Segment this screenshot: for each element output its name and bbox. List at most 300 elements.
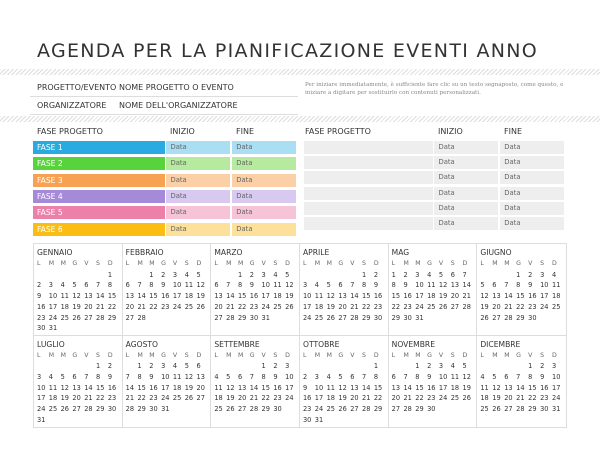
day-cell: 26 (480, 313, 489, 322)
hatch-divider-mid (0, 116, 600, 122)
day-cell: 6 (72, 372, 77, 381)
day-cell: 25 (48, 405, 58, 414)
day-cell: 26 (226, 405, 235, 414)
phase-end-date[interactable]: Data (500, 187, 564, 200)
weekday-label: M (504, 260, 510, 267)
day-cell: 12 (196, 281, 205, 290)
day-cell: 26 (285, 302, 294, 311)
day-cell: 11 (480, 383, 489, 392)
day-cell: 16 (161, 292, 170, 301)
day-cell: 6 (196, 362, 201, 371)
weekday-label: G (338, 351, 344, 359)
phase-end-date[interactable]: Data (232, 174, 296, 187)
phase-name-empty[interactable] (304, 202, 433, 215)
day-cell: 27 (338, 313, 347, 322)
day-cell: 11 (450, 372, 460, 381)
phase-end-date[interactable]: Data (500, 156, 564, 169)
day-cell: 2 (149, 362, 154, 371)
phase-name-empty[interactable] (304, 187, 433, 200)
day-cell: 23 (528, 302, 537, 311)
day-cell: 17 (261, 292, 270, 301)
day-cell: 19 (72, 302, 81, 311)
organizer-value[interactable]: NOME DELL'ORGANIZZATORE (119, 101, 238, 110)
day-cell: 27 (237, 405, 247, 414)
empty-day (492, 270, 504, 281)
day-cell: 8 (261, 372, 266, 381)
phase-start-date[interactable]: Data (166, 223, 230, 236)
day-cell: 9 (540, 372, 545, 381)
day-cell: 4 (480, 372, 485, 381)
day-cell: 1 (96, 362, 101, 371)
organizer-row (30, 97, 298, 115)
day-cell: 27 (391, 405, 401, 414)
day-cell: 26 (492, 405, 501, 414)
empty-day (226, 361, 238, 372)
day-cell: 13 (350, 383, 359, 392)
day-cell: 19 (226, 394, 235, 403)
day-cell: 23 (373, 302, 383, 311)
day-cell: 28 (226, 313, 235, 322)
day-cell: 29 (137, 405, 146, 414)
weekday-label: V (350, 351, 355, 359)
day-cell: 24 (552, 394, 561, 403)
day-cell: 8 (373, 372, 379, 381)
day-cell: 10 (314, 383, 324, 392)
weekday-label: D (552, 351, 557, 359)
day-cell: 30 (528, 313, 537, 322)
month-block (34, 336, 123, 428)
day-cell: 26 (60, 405, 69, 414)
day-cell: 6 (350, 372, 355, 381)
phase-start-date[interactable]: Data (434, 141, 498, 154)
day-cell: 13 (504, 383, 513, 392)
weekday-label: G (161, 260, 166, 267)
day-cell: 23 (37, 313, 46, 322)
phase-start-date[interactable]: Data (434, 187, 498, 200)
day-cell: 8 (137, 372, 142, 381)
day-cell: 3 (314, 372, 319, 381)
day-cell: 4 (48, 372, 53, 381)
month-days-grid (480, 351, 564, 415)
day-cell: 28 (137, 313, 146, 322)
weekday-label: S (273, 351, 278, 359)
empty-day (96, 270, 108, 281)
day-cell: 18 (450, 383, 460, 392)
phase-name[interactable]: FASE 3 (33, 174, 165, 187)
day-cell: 23 (107, 394, 117, 403)
empty-day (84, 270, 96, 281)
day-cell: 22 (137, 394, 146, 403)
day-cell: 25 (427, 302, 436, 311)
phase-row (33, 174, 298, 187)
day-cell: 29 (237, 313, 247, 322)
empty-day (72, 270, 84, 281)
phase-end-date[interactable]: Data (500, 171, 564, 184)
day-cell: 30 (273, 405, 282, 414)
weekday-label: L (214, 260, 218, 267)
day-cell: 8 (516, 281, 521, 290)
day-cell: 24 (285, 394, 294, 403)
day-cell: 11 (427, 281, 436, 290)
hatch-divider-top (0, 69, 600, 75)
day-cell: 31 (261, 313, 270, 322)
phase-start-date[interactable]: Data (166, 190, 230, 203)
phase-name-empty[interactable] (304, 171, 433, 184)
day-cell: 23 (161, 302, 170, 311)
day-cell: 20 (237, 394, 247, 403)
day-cell: 29 (107, 313, 117, 322)
day-cell: 7 (137, 281, 142, 290)
day-cell: 2 (427, 362, 432, 371)
day-cell: 27 (196, 394, 205, 403)
day-cell: 13 (492, 292, 501, 301)
day-cell: 26 (438, 302, 448, 311)
day-cell: 19 (196, 292, 205, 301)
phase-header-left: FASE PROGETTO (37, 127, 103, 136)
day-cell: 3 (415, 270, 420, 279)
phase-name-empty[interactable] (304, 217, 433, 230)
phase-start-date[interactable]: Data (434, 171, 498, 184)
day-cell: 13 (391, 383, 401, 392)
phase-name[interactable]: FASE 6 (33, 223, 165, 236)
month-days-grid (392, 259, 475, 323)
day-cell: 10 (172, 281, 182, 290)
day-cell: 20 (214, 302, 223, 311)
weekday-label: S (450, 260, 455, 267)
day-cell: 7 (84, 372, 89, 381)
phase-name-empty[interactable] (304, 141, 433, 154)
day-cell: 21 (226, 302, 235, 311)
day-cell: 12 (462, 372, 471, 381)
empty-day (504, 270, 516, 281)
day-cell: 23 (540, 394, 549, 403)
month-days-grid (214, 351, 297, 415)
phase-row (33, 223, 298, 236)
weekday-label: D (107, 351, 113, 359)
weekday-label: D (462, 260, 468, 267)
day-cell: 26 (462, 394, 471, 403)
empty-day (250, 361, 262, 372)
day-cell: 28 (125, 405, 135, 414)
day-cell: 30 (302, 415, 312, 424)
day-cell: 15 (137, 383, 146, 392)
month-block (300, 336, 389, 428)
day-cell: 5 (184, 362, 189, 371)
day-cell: 10 (415, 281, 424, 290)
day-cell: 4 (214, 372, 219, 381)
day-cell: 1 (137, 362, 142, 371)
day-cell: 17 (314, 394, 324, 403)
weekday-label: G (161, 351, 166, 359)
day-cell: 28 (350, 313, 359, 322)
weekday-label: S (540, 260, 545, 267)
weekday-label: M (326, 260, 332, 267)
day-cell: 10 (552, 372, 561, 381)
month-block (300, 244, 389, 336)
day-cell: 17 (37, 394, 46, 403)
phase-end-date[interactable]: Data (232, 141, 296, 154)
day-cell: 14 (249, 383, 259, 392)
day-cell: 21 (362, 394, 371, 403)
phase-end-date[interactable]: Data (232, 190, 296, 203)
weekday-label: G (427, 260, 432, 267)
weekday-label: M (48, 260, 55, 267)
weekday-label: M (415, 351, 421, 359)
day-cell: 3 (172, 270, 178, 279)
day-cell: 2 (107, 362, 113, 371)
weekday-label: M (237, 260, 244, 267)
day-cell: 1 (516, 270, 521, 279)
day-cell: 22 (373, 394, 383, 403)
day-cell: 25 (273, 302, 282, 311)
phase-row-right (304, 141, 566, 154)
empty-day (338, 270, 350, 281)
day-cell: 18 (326, 394, 335, 403)
weekday-label: G (338, 260, 344, 267)
weekday-label: V (84, 351, 89, 359)
day-cell: 6 (84, 281, 89, 290)
day-cell: 23 (427, 394, 436, 403)
day-cell: 20 (492, 302, 501, 311)
day-cell: 7 (403, 372, 408, 381)
day-cell: 23 (302, 405, 312, 414)
day-cell: 14 (96, 292, 105, 301)
day-cell: 11 (314, 292, 324, 301)
phase-start-date[interactable]: Data (166, 174, 230, 187)
month-block (123, 244, 212, 336)
day-cell: 13 (237, 383, 247, 392)
day-cell: 28 (96, 313, 105, 322)
day-cell: 20 (350, 394, 359, 403)
day-cell: 1 (261, 362, 266, 371)
day-cell: 21 (96, 302, 105, 311)
phase-end-date[interactable]: Data (232, 157, 296, 170)
day-cell: 21 (462, 292, 471, 301)
day-cell: 5 (492, 372, 497, 381)
weekday-label: D (285, 351, 290, 359)
day-cell: 10 (261, 281, 270, 290)
day-cell: 25 (214, 405, 223, 414)
day-cell: 16 (273, 383, 282, 392)
month-block (123, 336, 212, 428)
phase-name[interactable]: FASE 4 (33, 190, 165, 203)
weekday-label: G (249, 260, 255, 267)
day-cell: 7 (96, 281, 101, 290)
phase-row (33, 190, 298, 203)
day-cell: 1 (107, 270, 113, 279)
weekday-label: M (149, 351, 155, 359)
month-name: MARZO (214, 248, 243, 257)
day-cell: 9 (302, 383, 308, 392)
empty-day (214, 361, 226, 372)
day-cell: 31 (161, 405, 170, 414)
day-cell: 29 (528, 405, 537, 414)
day-cell: 12 (184, 372, 194, 381)
month-days-grid (37, 351, 120, 426)
day-cell: 23 (249, 302, 259, 311)
empty-day (126, 361, 138, 372)
day-cell: 8 (107, 281, 113, 290)
weekday-label: L (125, 260, 130, 267)
month-days-grid (126, 351, 209, 415)
weekday-label: G (72, 260, 78, 267)
empty-day (226, 270, 238, 281)
day-cell: 5 (285, 270, 290, 279)
day-cell: 8 (149, 281, 154, 290)
month-days-grid (37, 259, 120, 334)
day-cell: 25 (480, 405, 489, 414)
day-cell: 6 (214, 281, 219, 290)
day-cell: 15 (373, 383, 383, 392)
day-cell: 9 (373, 281, 379, 290)
day-cell: 21 (516, 394, 525, 403)
day-cell: 17 (161, 383, 170, 392)
day-cell: 16 (403, 292, 412, 301)
day-cell: 22 (96, 394, 105, 403)
project-value[interactable]: NOME PROGETTO O EVENTO (119, 83, 234, 92)
day-cell: 31 (314, 415, 324, 424)
day-cell: 7 (362, 372, 367, 381)
day-cell: 31 (48, 324, 58, 333)
day-cell: 1 (415, 362, 420, 371)
empty-day (61, 270, 73, 281)
weekday-label: D (107, 260, 113, 267)
phase-start-date[interactable]: Data (434, 202, 498, 215)
day-cell: 19 (338, 394, 347, 403)
project-row (30, 79, 298, 97)
empty-day (504, 361, 516, 372)
weekday-label: L (391, 351, 396, 359)
day-cell: 2 (373, 270, 379, 279)
day-cell: 12 (285, 281, 294, 290)
day-cell: 9 (273, 372, 278, 381)
day-cell: 4 (326, 372, 331, 381)
phase-end-date[interactable]: Data (500, 217, 564, 230)
day-cell: 19 (184, 383, 194, 392)
day-cell: 22 (107, 302, 117, 311)
day-cell: 22 (261, 394, 270, 403)
phase-row-right (304, 156, 566, 169)
phase-name[interactable]: FASE 2 (33, 157, 165, 170)
day-cell: 15 (107, 292, 117, 301)
day-cell: 16 (540, 383, 549, 392)
month-days-grid (214, 259, 297, 323)
weekday-label: D (196, 351, 202, 359)
weekday-label: S (184, 351, 189, 359)
weekday-label: M (226, 260, 232, 267)
weekday-label: V (261, 351, 266, 359)
day-cell: 18 (60, 302, 69, 311)
day-cell: 14 (403, 383, 412, 392)
phase-name[interactable]: FASE 5 (33, 206, 165, 219)
day-cell: 16 (249, 292, 259, 301)
phase-end-date[interactable]: Data (232, 206, 296, 219)
empty-day (49, 361, 61, 372)
phase-start-date[interactable]: Data (166, 141, 230, 154)
day-cell: 26 (196, 302, 205, 311)
day-cell: 14 (125, 383, 135, 392)
instructions-text[interactable]: Per iniziare immediatamente, è sufficiente fare clic su un testo segnaposto, come questo, e iniziare a digitare per sostituirlo con contenuti personalizzati. (305, 82, 564, 96)
day-cell: 20 (84, 302, 93, 311)
day-cell: 17 (48, 302, 58, 311)
phase-end-date[interactable]: Data (500, 141, 564, 154)
weekday-label: M (137, 351, 143, 359)
weekday-label: D (552, 260, 557, 267)
day-cell: 14 (350, 292, 359, 301)
day-cell: 16 (528, 292, 537, 301)
phase-start-date[interactable]: Data (434, 217, 498, 230)
day-cell: 25 (60, 313, 69, 322)
day-cell: 2 (540, 362, 545, 371)
month-days-grid (126, 259, 209, 323)
month-block (477, 244, 566, 336)
phase-name-empty[interactable] (304, 156, 433, 169)
phase-start-date[interactable]: Data (166, 157, 230, 170)
day-cell: 6 (504, 372, 509, 381)
day-cell: 1 (373, 362, 379, 371)
day-cell: 2 (37, 281, 42, 290)
day-cell: 19 (438, 292, 448, 301)
weekday-label: M (504, 351, 510, 359)
month-days-grid (303, 259, 386, 323)
day-cell: 11 (172, 372, 182, 381)
weekday-label: M (314, 260, 321, 267)
year-calendar (33, 243, 567, 428)
day-cell: 7 (516, 372, 521, 381)
day-cell: 2 (302, 372, 308, 381)
day-cell: 15 (237, 292, 247, 301)
day-cell: 12 (492, 383, 501, 392)
day-cell: 9 (249, 281, 254, 290)
month-name: DICEMBRE (480, 339, 521, 349)
day-cell: 23 (403, 302, 412, 311)
day-cell: 10 (161, 372, 170, 381)
day-cell: 26 (338, 405, 347, 414)
month-days-grid (480, 259, 564, 323)
phase-end-date[interactable]: Data (232, 223, 296, 236)
phase-start-date[interactable]: Data (166, 206, 230, 219)
day-cell: 16 (149, 383, 158, 392)
weekday-label: L (302, 260, 307, 267)
day-cell: 15 (362, 292, 371, 301)
day-cell: 15 (149, 292, 158, 301)
day-cell: 19 (480, 302, 489, 311)
weekday-label: M (60, 260, 66, 267)
day-cell: 13 (450, 281, 460, 290)
day-cell: 20 (72, 394, 81, 403)
day-cell: 7 (462, 270, 467, 279)
weekday-label: L (37, 260, 41, 267)
day-cell: 24 (314, 405, 324, 414)
day-cell: 5 (226, 372, 231, 381)
weekday-label: V (350, 260, 355, 267)
empty-day (137, 270, 149, 281)
day-cell: 20 (196, 383, 205, 392)
phase-name[interactable]: FASE 1 (33, 141, 165, 154)
weekday-label: G (72, 351, 78, 359)
day-cell: 8 (237, 281, 243, 290)
day-cell: 13 (125, 292, 135, 301)
day-cell: 18 (273, 292, 282, 301)
day-cell: 15 (415, 383, 424, 392)
day-cell: 9 (427, 372, 432, 381)
empty-day (37, 270, 49, 281)
phase-start-date[interactable]: Data (434, 156, 498, 169)
day-cell: 16 (427, 383, 436, 392)
phase-end-date[interactable]: Data (500, 202, 564, 215)
day-cell: 12 (72, 292, 81, 301)
empty-day (492, 361, 504, 372)
